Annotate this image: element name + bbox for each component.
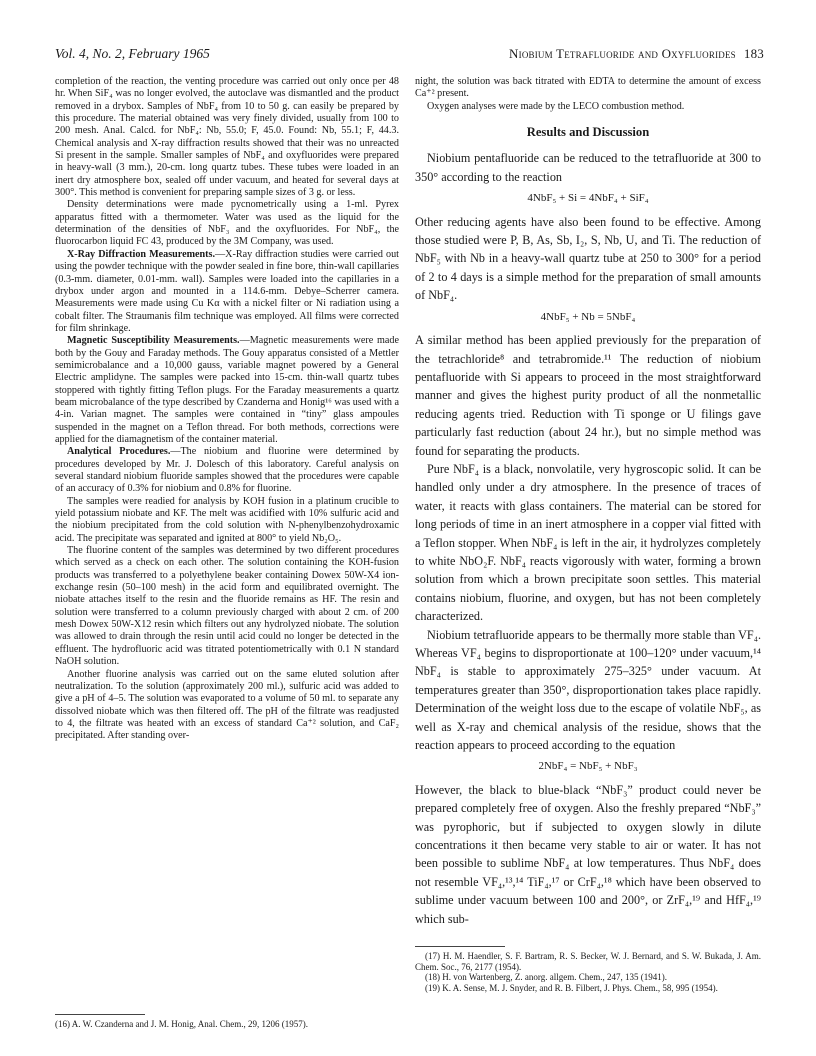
footnote-rule-left — [55, 1014, 145, 1015]
footnotes-right — [415, 951, 761, 993]
equation-1: 4NbF₅ + Si = 4NbF₄ + SiF₄ — [527, 192, 649, 205]
equation-3: 2NbF₄ = NbF₅ + NbF₃ — [538, 760, 638, 773]
paragraph-preparation: completion of the reaction, the venting procedure was carried out only once per 48 hr. When SiF₄ was no longer evolved, the autoclave was dismantled and the product removed in a drybox. Samples of NbF₄ from 10 to 50 g. can easily be prepared by this procedure. The material obtained was very finely divided, usually from 100 to 200 mesh. Anal. Calcd. for NbF₄: Nb, 55.0; F, 45.0. Found: Nb, 55.1; F, 44.3. Chemical analysis and X-ray diffraction results showed that their was no unreacted Si present in the sample. Smaller samples of NbF₄ and oxyfluorides were prepared in heavy-wall (3 mm.), 20-cm. long quartz tubes. These tubes were loaded in an inert dry atmosphere box, sealed off under vacuum, and heated for several days at 300°. This method is convenient for preparing sample sizes of 3 g. or less. — [55, 76, 399, 199]
running-header — [55, 46, 764, 68]
paragraph-nbf3-product: However, the black to blue-black “NbF₃” product could never be prepared completely free of oxygen. Also the freshly prepared “NbF₃” was pyrophoric, but if subjected to oxygen slowly in dilute concentrations it then became very stable to air or water. It has not been possible to sublime NbF₄ at low temperatures. Thus NbF₄ does not resemble VF₄,¹³,¹⁴ TiF₄,¹⁷ or CrF₄,¹⁸ which have been observed to sublime under vacuum between 100 and 200°, or ZrF₄,¹⁹ and HfF₄,¹⁹ which sub- — [415, 782, 761, 926]
analytical-text: —The niobium and fluorine were determined by procedures developed by Mr. J. Dolesch of this laboratory. Careful analysis on several standard niobium fluoride samples showed that the procedures were capable of an accuracy of 0.3% for niobium and 0.8% for fluorine. — [55, 446, 399, 495]
paragraph-reducing-agents: Other reducing agents have also been found to be effective. Among those studied were P, B, As, Sb, I₂, S, Nb, U, and Ti. The reduction of NbF₅ with Nb in a heavy-wall quartz tube at 250 to 300° for a period of 2 to 4 days is a simple method for the preparation of small amounts of NbF₄. — [415, 214, 761, 303]
footnote-rule-right — [415, 946, 505, 947]
running-title — [509, 46, 764, 62]
xray-heading: X-Ray Diffraction Measurements. — [67, 248, 216, 260]
paragraph-koh-fusion: The samples were readied for analysis by KOH fusion in a platinum crucible to yield potassium niobate and KF. The melt was acidified with 10% sulfuric acid and the niobium precipitated from the cold solution with N-phenylbenzohydroxamic acid. The precipitate was separated and ignited at 800° to yield Nb₂O₅. — [55, 495, 399, 544]
left-column — [55, 76, 399, 743]
xray-text: —X-Ray diffraction studies were carried out using the powder technique with the powder sealed in fine bore, thin-wall capillaries (0.3-mm. diameter, 0.01-mm. wall). Samples were loaded into the capillaries in a drybox under argon and mounted in a 114.6-mm. Debye–Scherrer camera. Measurements were made using Cu Kα with a nickel filter or Ni radiation using a cobalt filter. The Straumanis film technique was employed. All films were corrected for film shrinkage. — [55, 248, 399, 334]
magnetic-text: —Magnetic measurements were made both by the Gouy and Faraday methods. The Gouy apparatus consisted of a Mettler semimicrobalance and a 10,000 gauss, variable magnet powered by a General Electric amplidyne. The samples were packed into 15-cm. thin-wall quartz tubes stoppered with tightly fitting Teflon plugs. For the Faraday measurements a quartz beam microbalance of the type described by Czanderna and Honig¹⁶ was used with a 4-in. Varian magnet. The samples were contained in “tiny” glass ampoules suspended in the magnet on a Teflon thread. For both methods, corrections were applied for the diamagnetism of the container material. — [55, 335, 399, 445]
paragraph-thermal-stability: Niobium tetrafluoride appears to be thermally more stable than VF₄. Whereas VF₄ begins to disproportionate at 100–120° under vacuum,¹⁴ NbF₄ is stable to approximately 275–325° under vacuum. At temperatures greater than 350°, disproportionation takes place rapidly. Determination of the weight loss due to the escape of volatile NbF₅, as well as X-ray and chemical analysis of the residue, shows that the reaction appears to proceed according to the equation — [415, 627, 761, 753]
section-heading: Results and Discussion — [526, 125, 650, 140]
paragraph-fluorine-content: The fluorine content of the samples was determined by two different procedures which served as a check on each other. The solution containing the KOH-fusion products was transferred to a polyethylene beaker containing Dowex 50W-X4 ion-exchange resin (50–100 mesh) in the acid form and equilibrated overnight. The niobate attaches itself to the resin and the fluoride remains as HF. The resin and solution were transferred to a column previously charged with about 2 cm. of 200 mesh Dowex 50W-X12 resin which filters out any hydrolyzed niobate. The solution was allowed to drain through the resin until acid could no longer be detected in the effluent. The hydrofluoric acid was titrated potentiometrically with 0.1 N standard NaOH solution. — [55, 545, 399, 668]
footnote-17: (17) H. M. Haendler, S. F. Bartram, R. S. Becker, W. J. Bernard, and S. W. Bukada, J. Am. Chem. Soc., 76, 2177 (1954). — [415, 951, 761, 972]
magnetic-heading: Magnetic Susceptibility Measurements. — [67, 335, 240, 347]
footnote-19: (19) K. A. Sense, M. J. Snyder, and R. B. Filbert, J. Phys. Chem., 58, 995 (1954). — [425, 982, 718, 993]
footnote-16: (16) A. W. Czanderna and J. M. Honig, Anal. Chem., 29, 1206 (1957). — [55, 1019, 308, 1029]
right-column — [415, 76, 761, 928]
paragraph-oxygen: Oxygen analyses were made by the LECO combustion method. — [427, 100, 685, 112]
footnote-18: (18) H. von Wartenberg, Z. anorg. allgem. Chem., 247, 135 (1941). — [425, 972, 667, 983]
paragraph-reduction: Niobium pentafluoride can be reduced to the tetrafluoride at 300 to 350° according to the reaction — [415, 151, 761, 184]
analytical-heading: Analytical Procedures. — [67, 446, 171, 458]
equation-2: 4NbF₅ + Nb = 5NbF₄ — [540, 310, 636, 323]
page-number: 183 — [743, 46, 764, 61]
paragraph-pure-nbf4: Pure NbF₄ is a black, nonvolatile, very hygroscopic solid. It can be handled only under a dry atmosphere. In the presence of traces of water, it reacts with glass containers. The material can be stored for long periods of time in an inert atmosphere in a copper vial fitted with a Teflon stopper. When NbF₄ is left in the air, it hydrolyzes completely to white NbO₂F. NbF₄ reacts vigorously with water, forming a brown solution from which a brown precipitate soon settles. This material contains niobium, fluorine, and oxygen, but has not been completely characterized. — [415, 461, 761, 624]
paragraph-fluorine-second: Another fluorine analysis was carried out on the same eluted solution after neutralization. To the solution (approximately 200 ml.), sulfuric acid was added to give a pH of 4–5. The solution was evaporated to a volume of 50 ml. to separate any dissolved niobate which was then filtered off. The pH of the filtrate was readjusted to 4, the filtrate was heated with an excess of standard Ca⁺² solution, and CaF₂ precipitated. After standing over- — [55, 668, 399, 742]
paragraph-analytical — [55, 446, 399, 495]
journal-volume-info: Vol. 4, No. 2, February 1965 — [55, 46, 210, 61]
paragraph-density: Density determinations were made pycnometrically using a 1-ml. Pyrex apparatus fitted with a thermometer. Water was used as the liquid for the determination of the densities of NbF₃ and the oxyfluorides. For NbF₄, the fluorocarbon liquid FC 43, produced by the 3M Company, was used. — [55, 199, 399, 248]
paragraph-similar-method: A similar method has been applied previously for the preparation of the tetrachloride⁸ and tetrabromide.¹¹ The reduction of niobium pentafluoride with Si appears to proceed in the most straightforward manner and gives the highest purity product of all the nonmetallic reducing agents tried. Reduction with Ti sponge or U filings gave particularly fast reduction (about 24 hr.), but no simple method was found for separating the products. — [415, 333, 761, 458]
paragraph-xray — [55, 249, 399, 335]
paragraph-magnetic — [55, 335, 399, 446]
article-title: Niobium Tetrafluoride and Oxyfluorides — [509, 46, 736, 61]
paragraph-edta: night, the solution was back titrated with EDTA to determine the amount of excess Ca⁺² present. — [415, 76, 761, 100]
